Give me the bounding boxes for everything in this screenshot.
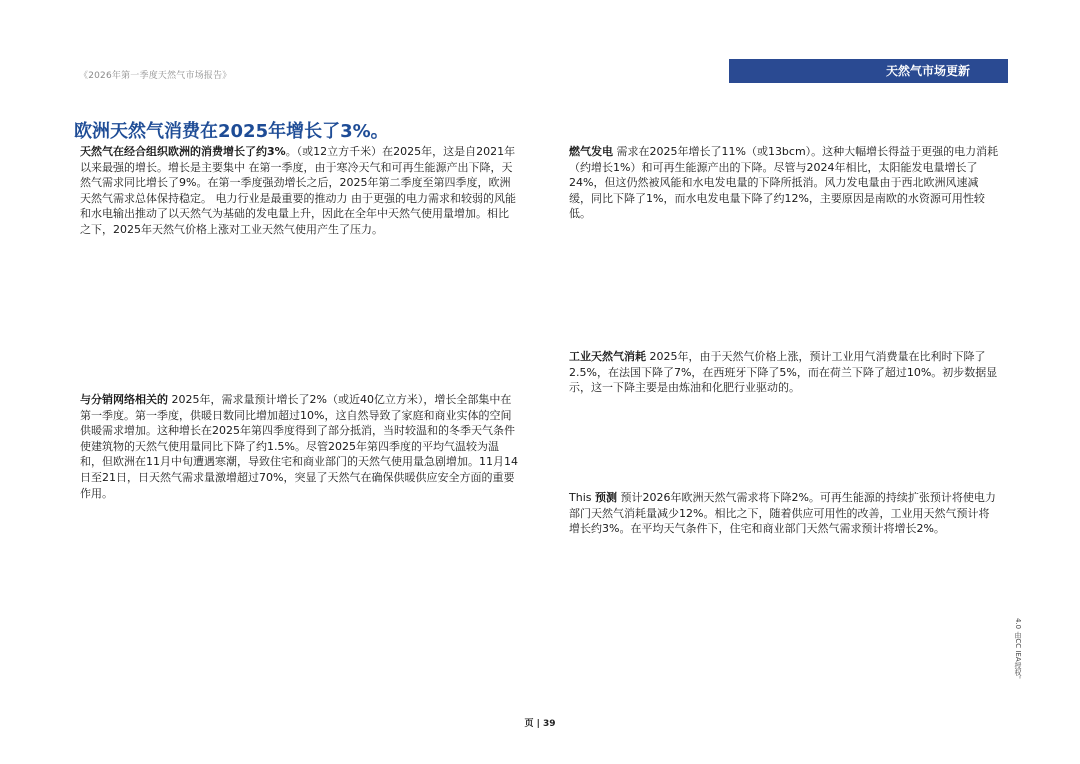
right-paragraph-2-text: 2025年，由于天然气价格上涨，预计工业用气消费量在比利时下降了2.5%，在法国下降了7%，在西班牙下降了5%，而在荷兰下降了超过10%。初步数据显示，这一下降主要是由炼油和化肥行业驱动的。 — [569, 350, 998, 395]
running-header: 《2026年第一季度天然气市场报告》 — [79, 71, 232, 81]
right-paragraph-1 — [569, 144, 999, 222]
left-paragraph-2-lead: 与分销网络相关的 — [80, 393, 168, 406]
right-paragraph-1-text: 需求在2025年增长了11%（或13bcm）。这种大幅增长得益于更强的电力消耗（约增长1%）和可再生能源产出的下降。尽管与2024年相比，太阳能发电量增长了24%，但这仍然被风能和水电发电量的下降所抵消。风力发电量由于西北欧洲风速减缓，同比下降了1%，而水电发电量下降了约12%，主要原因是南欧的水资源可用性较低。 — [569, 145, 999, 221]
right-paragraph-3 — [569, 490, 999, 537]
right-paragraph-2 — [569, 349, 999, 396]
right-paragraph-3-prefix: This — [569, 491, 595, 504]
section-tab: 天然气市场更新 — [729, 59, 1008, 83]
page-number: 页 | 39 — [524, 719, 556, 729]
right-paragraph-2-lead: 工业天然气消耗 — [569, 350, 646, 363]
page-title: 欧洲天然气消费在2025年增长了3%。 — [74, 121, 389, 143]
license-note: 4.0 由CC IEA授权。 — [1014, 618, 1022, 683]
left-paragraph-1-lead: 天然气在经合组织欧洲的消费增长了约3% — [80, 145, 286, 158]
left-paragraph-1-text: 。（或12立方千米）在2025年，这是自2021年以来最强的增长。增长是主要集中 在第一季度，由于寒冷天气和可再生能源产出下降，天然气需求同比增长了9%。在第一季度强劲增长之后，2025年第二季度至第四季度，欧洲天然气需求总体保持稳定。 电力行业是最重要的推动力 由于更强的电力需求和较弱的风能和水电输出推动了以天然气为基础的发电量上升，因此在全年中天然气使用量增加。相比之下，2025年天然气价格上涨对工业天然气使用产生了压力。 — [80, 145, 516, 236]
right-paragraph-3-text: 预计2026年欧洲天然气需求将下降2%。可再生能源的持续扩张预计将使电力部门天然气消耗量减少12%。相比之下，随着供应可用性的改善，工业用天然气预计将增长约3%。在平均天气条件下，住宅和商业部门天然气需求预计将增长2%。 — [569, 491, 996, 536]
left-paragraph-1 — [80, 144, 518, 238]
left-paragraph-2 — [80, 392, 518, 501]
right-paragraph-1-lead: 燃气发电 — [569, 145, 613, 158]
right-paragraph-3-lead: 预测 — [594, 491, 617, 504]
left-paragraph-2-text: 2025年，需求量预计增长了2%（或近40亿立方米），增长全部集中在第一季度。第一季度，供暖日数同比增加超过10%，这自然导致了家庭和商业实体的空间供暖需求增加。这种增长在2025年第四季度得到了部分抵消，当时较温和的冬季天气条件使建筑物的天然气使用量同比下降了约1.5%。尽管2025年第四季度的平均气温较为温和，但欧洲在11月中旬遭遇寒潮，导致住宅和商业部门的天然气使用量急剧增加。11月14日至21日，日天然气需求量激增超过70%，突显了天然气在确保供暖供应安全方面的重要作用。 — [80, 393, 518, 500]
